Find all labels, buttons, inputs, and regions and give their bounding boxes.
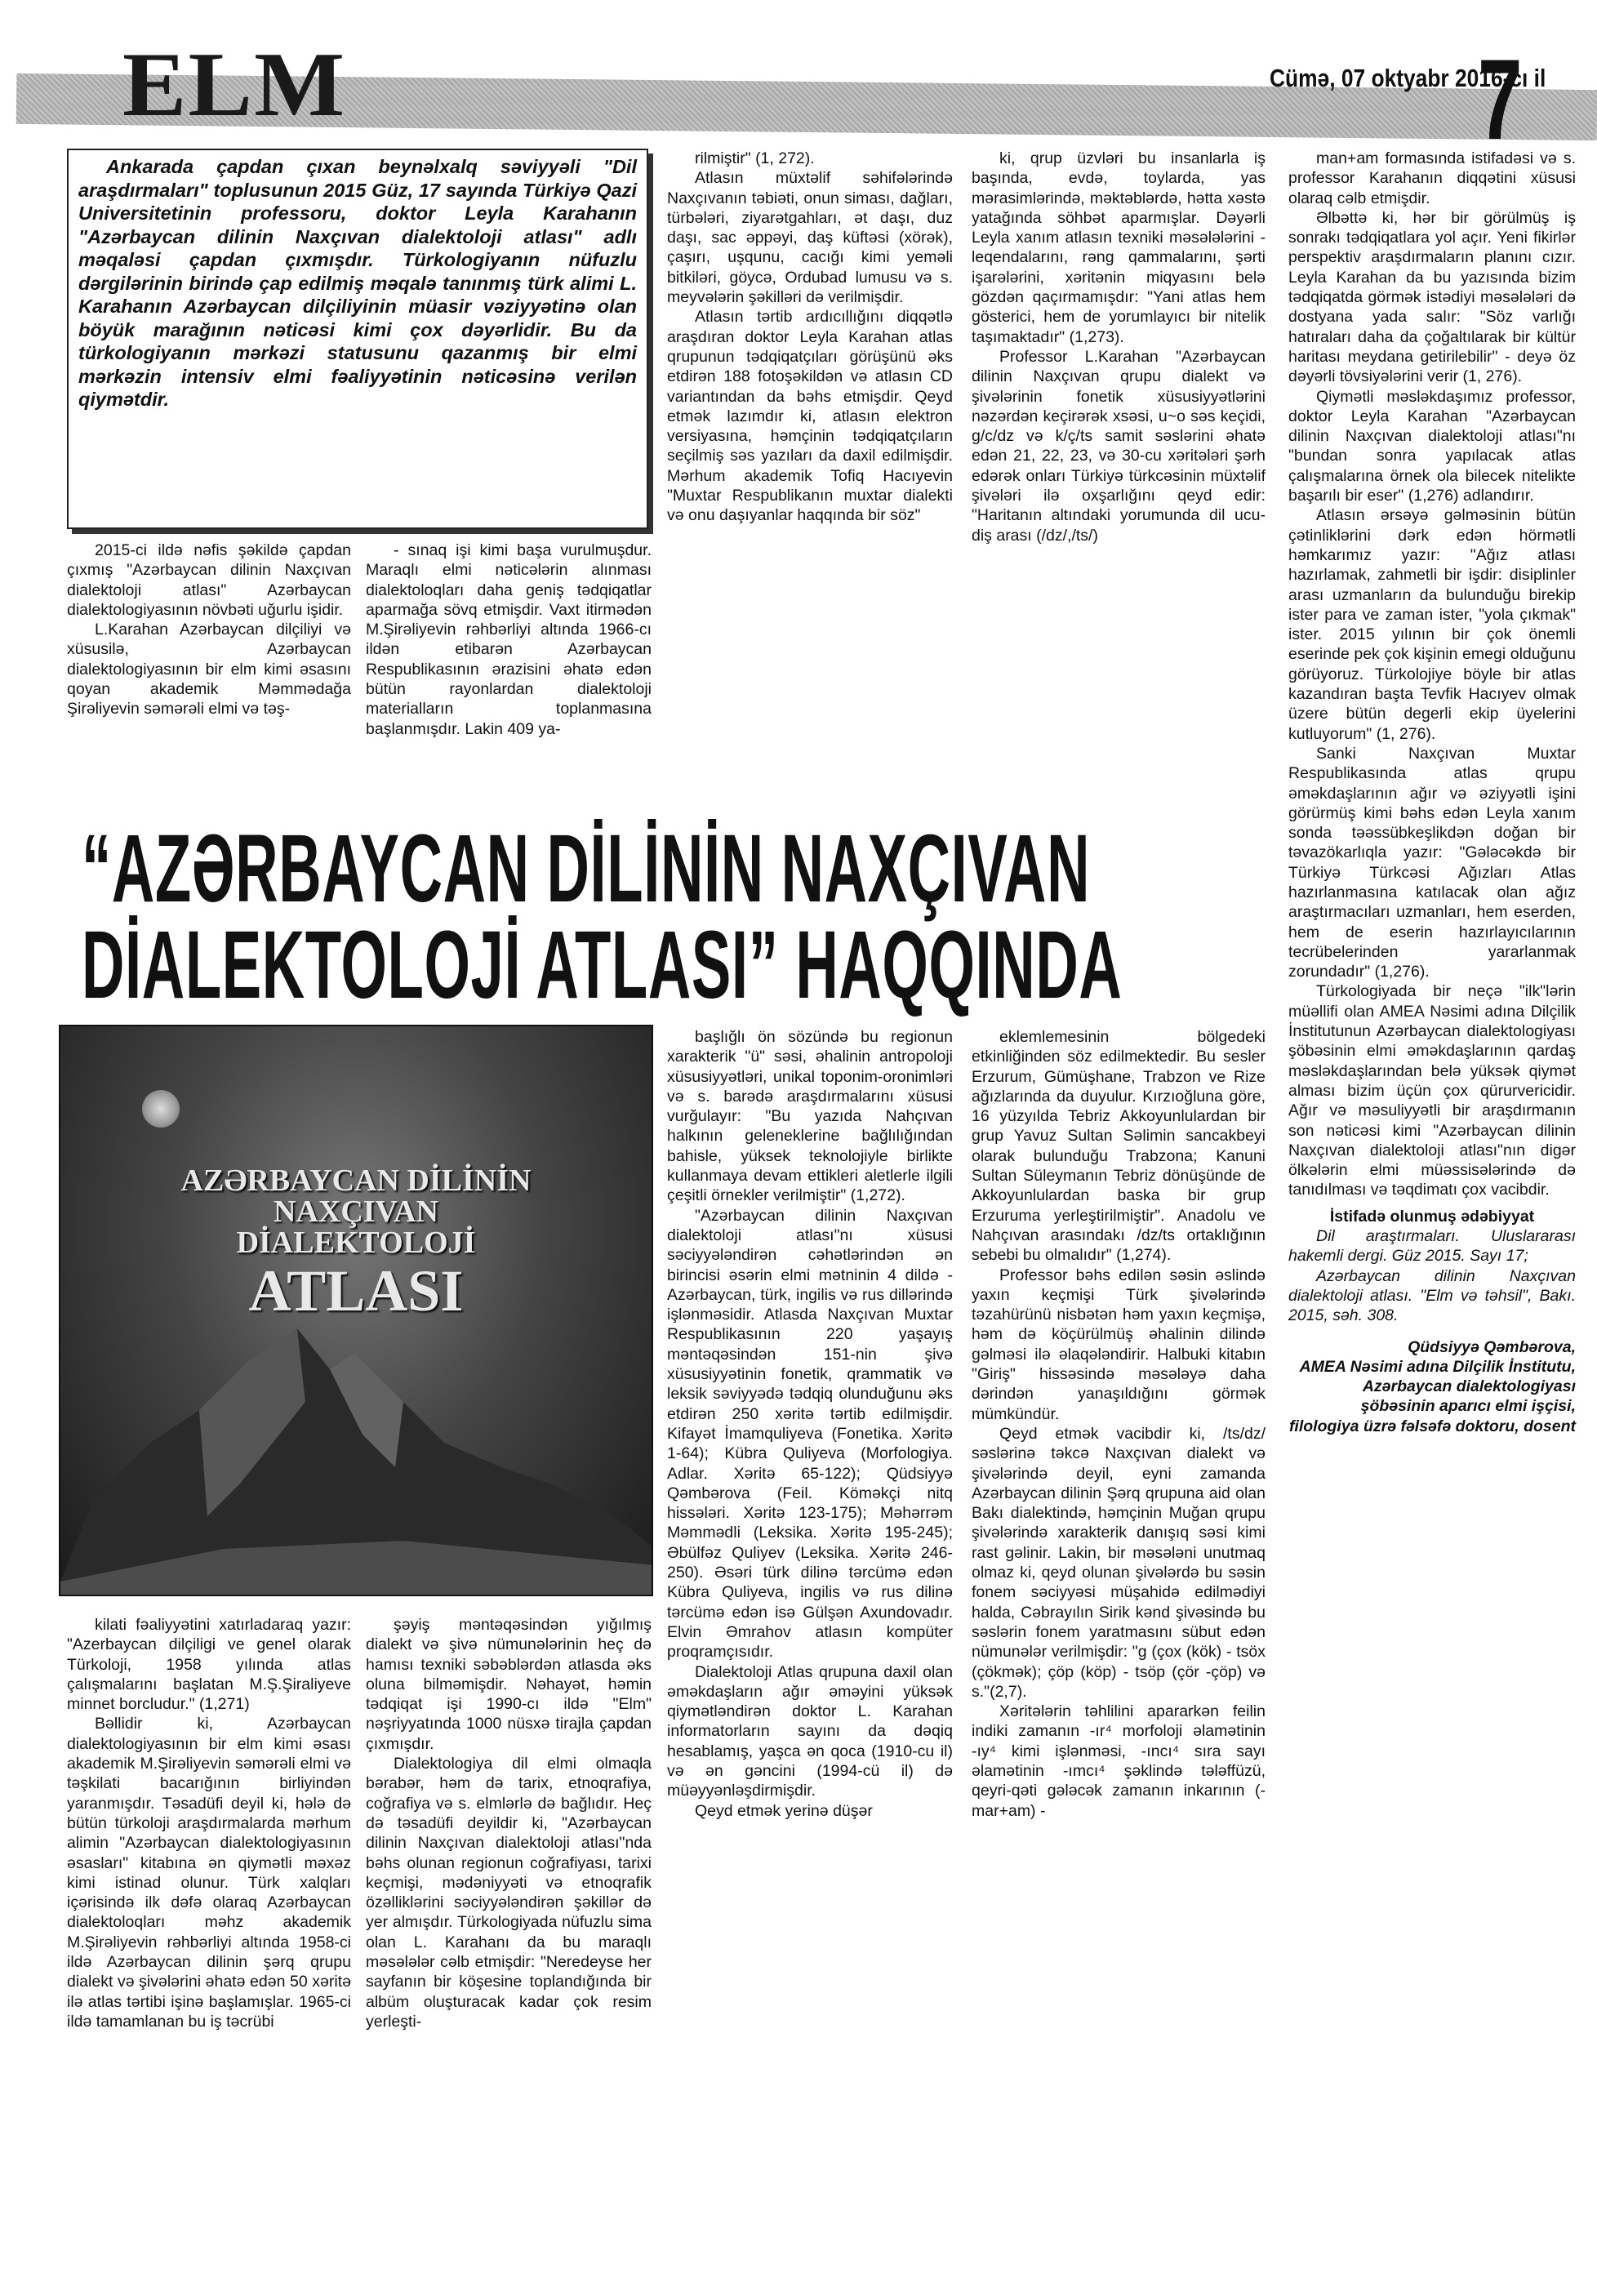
author-signature [1288, 1337, 1576, 1436]
column-3-bottom [667, 1027, 953, 1821]
cover-title [60, 1164, 652, 1324]
column-2-bottom [366, 1615, 652, 2031]
paragraph: filologiya üzrə fəlsəfə doktoru, dosent [1288, 1417, 1576, 1435]
page-number: 7 [1478, 35, 1523, 163]
column-5-body [1288, 149, 1576, 1200]
cover-line: ATLASI [248, 1258, 464, 1324]
headline-line-2: DİALEKTOLOJİ ATLASI” HAQQINDA [82, 911, 1123, 1019]
cover-line: NAXÇIVAN [274, 1195, 438, 1229]
paragraph: rilmiştir" (1, 272). [695, 149, 815, 167]
paragraph: ki, qrup üzvləri bu insanlarla iş başında, evdə, toylarda, yas mərasimlərində, məktəblərdə, hətta xəstə yatağında söhbət aparmışlar. Dəyərli Leyla xanım atlasın texniki məsələlərini - leqendalarını, rəng qammalarını, şərti işarələrini, xəritənin miqyasını belə gözdən qaçırmamışdır: "Yani atlas hem gösterici, hem de yorumlayıcı bir nitelik taşımaktadır" (1,273). [972, 149, 1266, 346]
issue-date: Cümə, 07 oktyabr 2016-cı il [1270, 64, 1546, 92]
paragraph: eklemlemesinin bölgedeki etkinliğinden söz edilmektedir. Bu sesler Erzurum, Gümüşhane, Trabzon ve Rize ağızlarında da duyulur. Kırzıoğluna göre, 16 yüzyılda Tebriz Akkoyunlulardan bir grup Yavuz Sultan Səlimin sancakbeyi olarak bulunduğu Trabzona; Kanuni Sultan Süleymanın Tebriz dönüşünde de Akkoyunlulardan baska bir grup Erzuruma yerleştirilmiştir". Anadolu ve Nahçıvan arasındakı /dz/ts ortaklığının sebebi bu olmalıdır" (1,274). [972, 1028, 1266, 1265]
academy-emblem-icon [142, 1090, 180, 1128]
paragraph: Qeyd etmək yerinə düşər [695, 1801, 873, 1820]
paragraph: Qiymətli məsləkdaşımız professor, doktor Leyla Karahan "Azərbaycan dilinin Naxçıvan dialektoloji atlası"nı "bundan sonra yapılacak atlas çalışmalarına örnek ola bilecek nitelikte başarılı bir eser" (1,276) adlandırır. [1288, 387, 1576, 505]
column-1-bottom [67, 1615, 351, 2031]
column-4-top [972, 149, 1266, 545]
paragraph: Türkologiyada bir neçə "ilk"lərin müəllifi olan AMEA Nəsimi adına Dilçilik İnstitutunun Azərbaycan dialektologiyası şöbəsinin elmi əməkdaşlarının qardaş məsləkdaşlarından belə yüksək qiymət alması bizim üçün çox qürurvericidir. Ağır və məsuliyyətli bir araşdırmanın son nəticəsi kimi "Azərbaycan dilinin Naxçıvan dialektoloji atlası"nın digər ölkələrin elmi müəssisələrində də tanıdılması və təqdimatı çox vacibdir. [1288, 982, 1576, 1199]
article-headline [82, 815, 1274, 1019]
paragraph: Atlasın ərsəyə gəlməsinin bütün çətinliklərini dərk edən hörmətli həmkarımız yazır: "Ağız atlası hazırlamak, zahmetli bir işdir: disiplinler arası uzmanların da bulunduğu birekip ister para ve zaman ister, "yola çıkmak" ister. 2015 yılının bir çok önemli eserinde pek çok kişinin emegi olduğunu görüyoruz. Türkolojiye böyle bir atlas kazandıran başta Tevfik Hacıyev olmak üzere bütün degerli ekip üyelerini kutluyorum" (1, 276). [1288, 506, 1576, 743]
paragraph: Ankarada çapdan çıxan beynəlxalq səviyyəli "Dil araşdırmaları" toplusunun 2015 Güz, 17 sayında Türkiyə Qazi Universitetinin professoru, doktor Leyla Karahanın "Azərbaycan dilinin Naxçıvan dialektoloji atlası" adlı məqaləsi çapdan çıxmışdır. Türkologiyanın nüfuzlu dərgilərinin birində çap edilmiş məqalə tanınmış türk alimi L. Karahanın Azərbaycan dilçiliyinin müasir vəziyyətinə olan böyük marağının nəticəsi kimi çox dəyərlidir. Bu da türkologiyanın mərkəzi statusunu qazanmış bir elmi mərkəzin intensiv elmi fəaliyyətinin nəticəsinə verilən qiymətdir. [78, 156, 637, 410]
paragraph: Bəllidir ki, Azərbaycan dialektologiyasının bir elm kimi əsası akademik M.Şirəliyevin səmərəli elmi və təşkilati bacarığının birliyindən yaranmışdır. Təsadüfi deyil ki, hələ də bütün türkoloji araşdırmalarda mərhum alimin "Azərbaycan dialektologiyasının əsasları" kitabına ən qiymətli məxəz kimi istinad olunur. Türk xalqları içərisində ilk dəfə olaraq Azərbaycan dialektoloqları məhz akademik M.Şirəliyevin rəhbərliyi altında 1958-ci ildə Azərbaycan dilinin şərq qrupu dialekt və şivələrini əhatə edən 50 xəritə ilə atlas tərtibi işinə başlamışlar. 1965-ci ildə tamamlanan bu iş təcrübi [67, 1715, 351, 2031]
paragraph: "Azərbaycan dilinin Naxçıvan dialektoloji atlası"nı xüsusi səciyyələndirən cəhətlərindən ən birincisi əsərin elmi mətninin 4 dildə - Azərbaycan, türk, ingilis və rus dillərində işlənməsidir. Atlasda Naxçıvan Muxtar Respublikasının 220 yaşayış məntəqəsindən 151-nin şivə xüsusiyyətinin fonetik, qrammatik və leksik səviyyədə tədqiq olunduğunu əks etdirən 250 xəritə tərtib edilmişdir. Kifayət İmamquliyeva (Fonetika. Xəritə 1-64); Kübra Quliyeva (Morfologiya. Adlar. Xəritə 65-122); Qüdsiyyə Qəmbərova (Feil. Köməkçi nitq hissələri. Xəritə 123-175); Məhərrəm Məmmədli (Leksika. Xəritə 195-245); Əbülfəz Quliyev (Leksika. Xəritə 246-250). Əsəri türk dilinə tərcümə edən Kübra Quliyeva, ingilis və rus dilinə tərcümə edən isə Gülşən Axundovadır. Elvin Əmrahov atlasın kompüter proqramçısıdır. [667, 1206, 953, 1662]
paragraph: kilati fəaliyyətini xatırladaraq yazır: "Azerbaycan dilçiligi ve genel olarak Türkoloji, 1958 yılında atlas çalışmalarını başlatan M.Ş.Şiraliyeve minnet borcludur." (1,271) [67, 1616, 351, 1714]
column-4-bottom [972, 1027, 1266, 1821]
intro-box [67, 149, 648, 529]
paragraph: Əlbəttə ki, hər bir görülmüş iş sonrakı tədqiqatlara yol açır. Yeni fikirlər perspektiv araşdırmaların planını cızır. Leyla Karahan da bu yazısında bizim tədqiqatda görmək istədiyi məsələləri də dostyana yada salır: "Söz varlığı hatıraları daha da çoğaltılarak bir kültür haritası meydana getirilebilir" - deyə öz dəyərli tövsiyələrini verir (1, 276). [1288, 208, 1576, 386]
references [1288, 1207, 1576, 1326]
paragraph: Professor bəhs edilən səsin əslində yaxın keçmişi Türk şivələrində təzahürünü nisbətən həm yaxın keçmişə, həm də köçürülmüş əhalinin dilində gəlməsi ilə əlaqələndirir. Halbuki kitabın "Giriş" hissəsində məsələyə daha dərindən yanaşıldığını görmək mümkündür. [972, 1266, 1266, 1423]
newspaper-section-title: ELM [122, 34, 347, 136]
paragraph: Dil araştırmaları. Uluslararası hakemli dergi. Güz 2015. Sayı 17; [1288, 1227, 1576, 1266]
paragraph: 2015-ci ildə nəfis şəkildə çapdan çıxmış "Azərbaycan dilinin Naxçıvan dialektoloji atlası" Azərbaycan dialektologiyasının növbəti uğurlu işidir. [67, 541, 351, 619]
paragraph: L.Karahan Azərbaycan dilçiliyi və xüsusilə, Azərbaycan dialektologiyasının bir elm kimi əsasını qoyan akademik Məmmədağa Şirəliyevin səmərəli elmi və təş- [67, 621, 351, 719]
column-1-top [67, 541, 351, 719]
paragraph: başlığlı ön sözündə bu regionun xarakterik "ü" səsi, əhalinin antropoloji xüsusiyyətləri, unikal toponim-oronimləri və s. barədə araşdırmalarını xüsusi vurğulayır: "Bu yazıda Nahçıvan halkının geleneklerine bağlılığından bahisle, yüksek teknolojiyle birlikte kullanmaya devam ettikleri aletlerle ilgili çeşitli örnekler verilmiştir" (1,272). [667, 1028, 953, 1205]
paragraph: Atlasın müxtəlif səhifələrində Naxçıvanın təbiəti, onun siması, dağları, türbələri, ziyarətgahları, ət daşı, duz daşı, sac əppəyi, daş küftəsi (xörək), çaşırı, uşqunu, cacığı kimi yeməli bitkiləri, göycə, Ordubad lumusu və s. meyvələrin şəkilləri də verilmişdir. [667, 169, 953, 307]
paragraph: Sanki Naxçıvan Muxtar Respublikasında atlas qrupu əməkdaşlarının ağır və əziyyətli işini görürmüş kimi bəhs edən Leyla xanım sonda təəssübkeşlikdən doğan bir təvazökarlıqla yazır: "Gələcəkdə bir Türkiyə Türkcəsi Ağızları Atlas hazırlanmasına katılacak olan ağız araştırmacıları uzmanları, hem eserden, hem de eserin hazırlayıcılarının tecrübelerinden yararlanmak zorundadır" (1,276). [1288, 744, 1576, 981]
paragraph: - sınaq işi kimi başa vurulmuşdur. Maraqlı elmi nəticələrin alınması dialektoloqları daha geniş tədqiqatlar aparmağa sövq etmişdir. Vaxt itirmədən M.Şirəliyevin rəhbərliyi altında 1966-cı ildən etibarən Azərbaycan Respublikasının ərazisini əhatə edən bütün rayonlardan dialektoloji materialların toplanmasına başlanmışdır. Lakin 409 ya- [366, 541, 652, 738]
atlas-cover-photo [59, 1025, 653, 1596]
paragraph: man+am formasında istifadəsi və s. professor Karahanın diqqətini xüsusi olaraq cəlb etmişdir. [1288, 149, 1576, 207]
paragraph: şəyiş məntəqəsindən yığılmış dialekt və şivə nümunələrinin heç də hamısı texniki səbəblərdən atlasda əks oluna bilməmişdir. Nəhayət, həmin tədqiqat işi 1990-cı ildə "Elm" nəşriyyatında 1000 nüsxə tirajla çapdan çıxmışdır. [366, 1616, 652, 1753]
paragraph: Qüdsiyyə Qəmbərova, [1408, 1337, 1576, 1356]
cover-line: DİALEKTOLOJİ [236, 1226, 476, 1260]
paragraph: Qeyd etmək vacibdir ki, /ts/dz/ səslərinə təkcə Naxçıvan dialekt və şivələrində deyil, eyni zamanda Azərbaycan dilinin Şərq qrupuna aid olan Bakı dialektində, həmçinin Muğan qrupu şivələrində xarakterik danışıq səsi kimi rast gəlinir. Lakin, bir məsələni unutmaq olmaz ki, qeyd olunan şivələrdə bu səsin fonem səciyyəsi müşahidə edilmədiyi halda, Cəbrayılın Sirik kənd şivəsində bu səslərin fonem yaratmasını sübut edən nümunələr verilmişdir: "g (çox (kök) - tsöx (çökmək); çöp (köp) - tsöp (çör -çöp) və s."(2,7). [972, 1424, 1266, 1701]
headline-line-1: “AZƏRBAYCAN DİLİNİN NAXÇIVAN [82, 815, 1091, 923]
references-list [1288, 1226, 1576, 1325]
column-3-top [667, 149, 953, 526]
paragraph: AMEA Nəsimi adına Dilçilik İnstitutu, [1299, 1357, 1576, 1376]
column-5 [1288, 149, 1576, 1436]
paragraph: Professor L.Karahan "Azərbaycan dilinin Naxçıvan qrupu dialekt və şivələrinin fonetik xüsusiyyətlərini nəzərdən keçirərək xsəsi, u~o səs keçidi, g/c/dz və k/ç/ts samit səslərini əhatə edən 21, 22, 23, və 30-cu xəritələri şərh edərək onları Türkiyə türkcəsinin müxtəlif şivələri ilə oxşarlığını qeyd edir: "Haritanın altındaki yorumunda dil ucu-diş arası (/dz/,/ts/) [972, 347, 1266, 545]
paragraph: Dialektoloji Atlas qrupuna daxil olan əməkdaşların ağır əməyini yüksək qiymətləndirən doktor L. Karahan informatorların sayını da dəqiq hesablamış, yaşca ən qoca (1910-cu il) və ən gəncini (1994-cü il) də müəyyənləşdirmişdir. [667, 1662, 953, 1800]
paragraph: Atlasın tərtib ardıcıllığını diqqətlə araşdıran doktor Leyla Karahan atlas qrupunun tədqiqatçıları görüşünü əks etdirən 188 fotoşəkildən və atlasın CD variantından da bəhs etmişdir. Qeyd etmək lazımdır ki, atlasın elektron versiyasına, həmçinin tədqiqatçıların seçilmiş səs yazıları da daxil edilmişdir. Mərhum akademik Tofiq Hacıyevin "Muxtar Respublikanın muxtar dialekti və onu daşıyanlar haqqında bir söz" [667, 308, 953, 525]
column-2-top [366, 541, 652, 739]
paragraph: Xəritələrin təhlilini apararkən feilin indiki zamanın -ır⁴ morfoloji əlamətinin -ıy⁴ kimi işlənməsi, -ıncı⁴ sıra sayı əlamətinin -ımcı⁴ şəklində tələffüzü, qeyri-qəti gələcək zamanın inkarının (-mar+am) - [972, 1702, 1266, 1820]
paragraph: Dialektologiya dil elmi olmaqla bərabər, həm də tarix, etnoqrafiya, coğrafiya və s. elmlərlə də bağlıdır. Heç də təsadüfi deyildir ki, "Azərbaycan dilinin Naxçıvan dialektoloji atlası"nda bəhs olunan regionun coğrafiyası, tarixi keçmişi, mədəniyyəti və etnoqrafik özəlliklərini səciyyələndirən şəkillər də yer almışdır. Türkologiyada nüfuzlu sima olan L. Karahanı da bu maraqlı məsələlər cəlb etmişdir: "Neredeyse her sayfanın bir köşesine toplandığında bir albüm oluşturacak kadar çok resim yerleşti- [366, 1755, 652, 2031]
paragraph: Azərbaycan dilinin Naxçıvan dialektoloji atlası. "Elm və təhsil", Bakı. 2015, səh. 308. [1288, 1266, 1576, 1325]
references-heading: İstifadə olunmuş ədəbiyyat [1329, 1207, 1535, 1226]
paragraph: Azərbaycan dialektologiyası şöbəsinin aparıcı elmi işçisi, [1360, 1377, 1576, 1416]
cover-line: AZƏRBAYCAN DİLİNİN [180, 1164, 532, 1198]
